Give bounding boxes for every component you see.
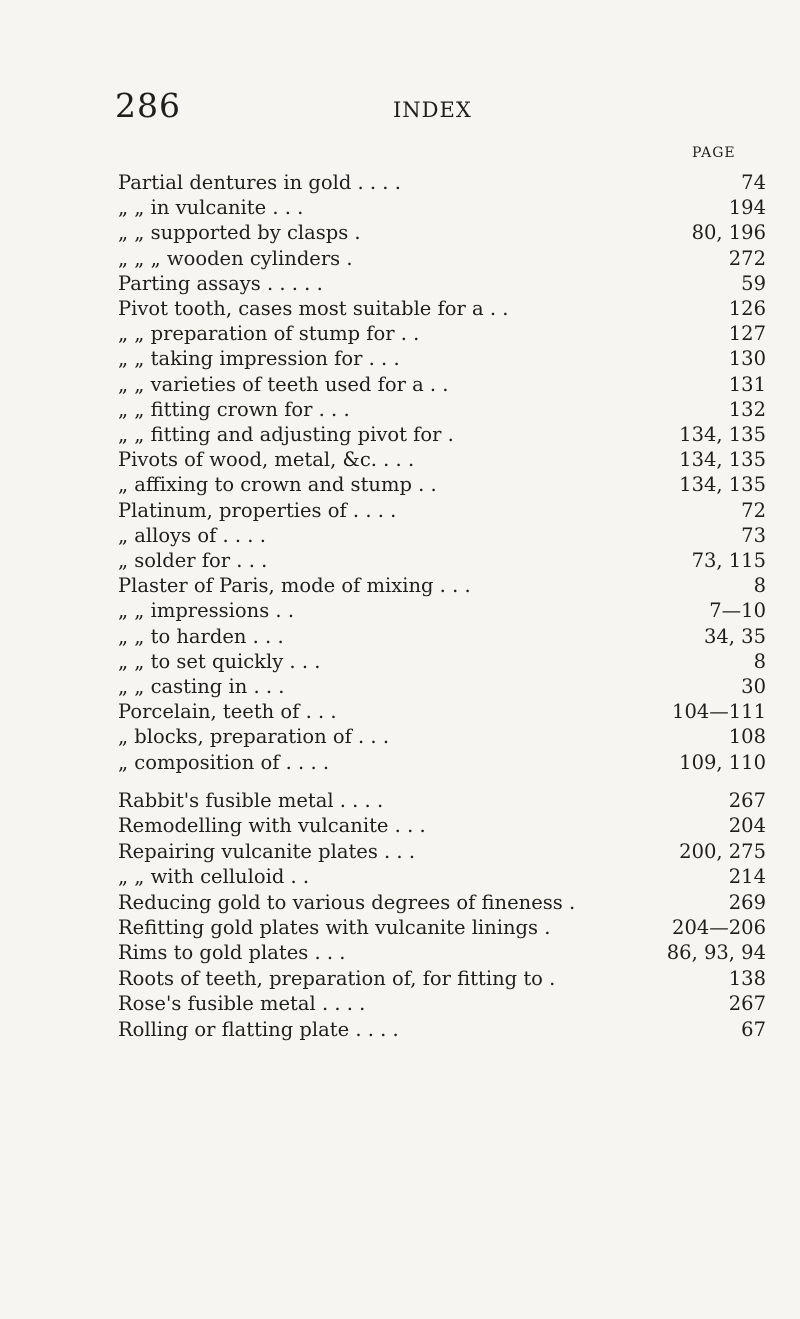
index-entry: [118, 991, 766, 1017]
index-entry: [118, 813, 766, 839]
entry-text: „ „ with celluloid . .: [118, 865, 310, 889]
entry-pages: 134, 135: [679, 448, 766, 472]
entry-pages: 86, 93, 94: [666, 941, 766, 965]
entry-pages: 72: [741, 498, 766, 522]
index-entry: [118, 864, 766, 890]
entry-pages: 204—206: [672, 916, 766, 939]
entry-text: Pivot tooth, cases most suitable for a . .: [118, 297, 509, 320]
index-entry: [118, 397, 766, 423]
entry-pages: 131: [728, 372, 766, 396]
entry-pages: 126: [728, 297, 766, 320]
entry-text: Reducing gold to various degrees of fineness .: [118, 890, 576, 914]
index-entry: [118, 548, 766, 574]
index-entry: [118, 271, 766, 297]
entry-pages: 214: [728, 865, 766, 889]
index-entry: [118, 372, 766, 398]
index-entry: [118, 724, 766, 750]
index-entry: [118, 966, 766, 992]
entry-text: Pivots of wood, metal, &c. . . .: [118, 448, 415, 472]
entry-text: Rose's fusible metal . . . .: [118, 992, 366, 1016]
entry-pages: 73: [741, 523, 766, 547]
index-entry: [118, 940, 766, 966]
entry-text: „ „ supported by clasps .: [118, 221, 361, 245]
entry-text: „ „ varieties of teeth used for a . .: [118, 372, 449, 396]
page-number: 286: [115, 86, 181, 125]
entry-text: Repairing vulcanite plates . . .: [118, 839, 416, 863]
index-entry: [118, 839, 766, 865]
entry-pages: 134, 135: [679, 423, 766, 446]
entry-text: „ „ fitting crown for . . .: [118, 397, 350, 421]
index-entry: [118, 649, 766, 675]
entry-text: „ „ „ wooden cylinders .: [118, 246, 353, 270]
entry-pages: 34, 35: [703, 624, 766, 648]
index-entry: [118, 788, 766, 814]
index-entry: [118, 422, 766, 448]
entry-text: Porcelain, teeth of . . .: [118, 700, 337, 724]
entry-text: Roots of teeth, preparation of, for fitting to .: [118, 966, 556, 990]
entry-pages: 138: [728, 966, 766, 990]
entry-pages: 59: [741, 271, 766, 295]
index-entry: [118, 624, 766, 650]
index-entry: [118, 699, 766, 725]
entry-text: „ „ in vulcanite . . .: [118, 196, 304, 220]
index-entry: [118, 246, 766, 272]
entry-pages: 30: [741, 675, 766, 698]
entry-text: „ alloys of . . . .: [118, 523, 266, 547]
entry-pages: 269: [728, 890, 766, 914]
index-entry: [118, 498, 766, 524]
entry-pages: 67: [741, 1017, 766, 1041]
entry-text: „ affixing to crown and stump . .: [118, 473, 437, 497]
entry-pages: 104—111: [672, 700, 766, 724]
entry-pages: 8: [753, 574, 766, 598]
entry-text: „ „ to harden . . .: [118, 624, 284, 648]
entry-text: „ „ fitting and adjusting pivot for .: [118, 423, 454, 446]
entry-text: „ blocks, preparation of . . .: [118, 725, 390, 749]
index-entry: [118, 573, 766, 599]
entry-pages: 108: [728, 725, 766, 749]
entry-pages: 74: [741, 171, 766, 194]
page-column-label: PAGE: [692, 145, 736, 161]
entry-text: „ solder for . . .: [118, 549, 268, 572]
entry-pages: 134, 135: [679, 473, 766, 497]
entry-pages: 7—10: [709, 599, 766, 623]
index-entry: [118, 220, 766, 246]
index-entry: [118, 346, 766, 372]
entry-pages: 267: [728, 789, 766, 812]
entry-pages: 109, 110: [679, 750, 766, 774]
entry-text: Platinum, properties of . . . .: [118, 498, 397, 522]
entry-text: „ „ taking impression for . . .: [118, 347, 400, 371]
entry-text: Partial dentures in gold . . . .: [118, 171, 401, 194]
entry-pages: 8: [753, 649, 766, 673]
running-title: INDEX: [393, 98, 472, 122]
entry-text: Rabbit's fusible metal . . . .: [118, 789, 384, 812]
entry-text: Parting assays . . . . .: [118, 271, 323, 295]
index-entry: [118, 472, 766, 498]
index-entry: [118, 170, 766, 196]
entry-pages: 204: [728, 814, 766, 838]
index-entry: [118, 1017, 766, 1043]
index-entry: [118, 321, 766, 347]
index-entry: [118, 598, 766, 624]
entry-pages: 267: [728, 992, 766, 1016]
index-entry: [118, 447, 766, 473]
entry-pages: 80, 196: [691, 221, 766, 245]
index-entry: [118, 750, 766, 776]
entry-pages: 73, 115: [691, 549, 766, 572]
entry-text: „ „ impressions . .: [118, 599, 295, 623]
entry-pages: 127: [728, 322, 766, 346]
index-entry: [118, 674, 766, 700]
entry-text: „ composition of . . . .: [118, 750, 330, 774]
entry-text: Plaster of Paris, mode of mixing . . .: [118, 574, 471, 598]
entry-text: „ „ to set quickly . . .: [118, 649, 321, 673]
entry-pages: 200, 275: [679, 839, 766, 863]
entry-text: „ „ preparation of stump for . .: [118, 322, 420, 346]
entry-pages: 194: [728, 196, 766, 220]
entry-text: „ „ casting in . . .: [118, 675, 285, 698]
entry-text: Remodelling with vulcanite . . .: [118, 814, 426, 838]
index-entry: [118, 915, 766, 941]
index-entry: [118, 296, 766, 322]
entry-pages: 132: [728, 397, 766, 421]
entry-text: Refitting gold plates with vulcanite linings .: [118, 916, 551, 939]
entry-pages: 130: [728, 347, 766, 371]
entry-text: Rims to gold plates . . .: [118, 941, 346, 965]
index-entry: [118, 523, 766, 549]
index-entry: [118, 890, 766, 916]
entry-text: Rolling or flatting plate . . . .: [118, 1017, 399, 1041]
index-entry: [118, 195, 766, 221]
entry-pages: 272: [728, 246, 766, 270]
